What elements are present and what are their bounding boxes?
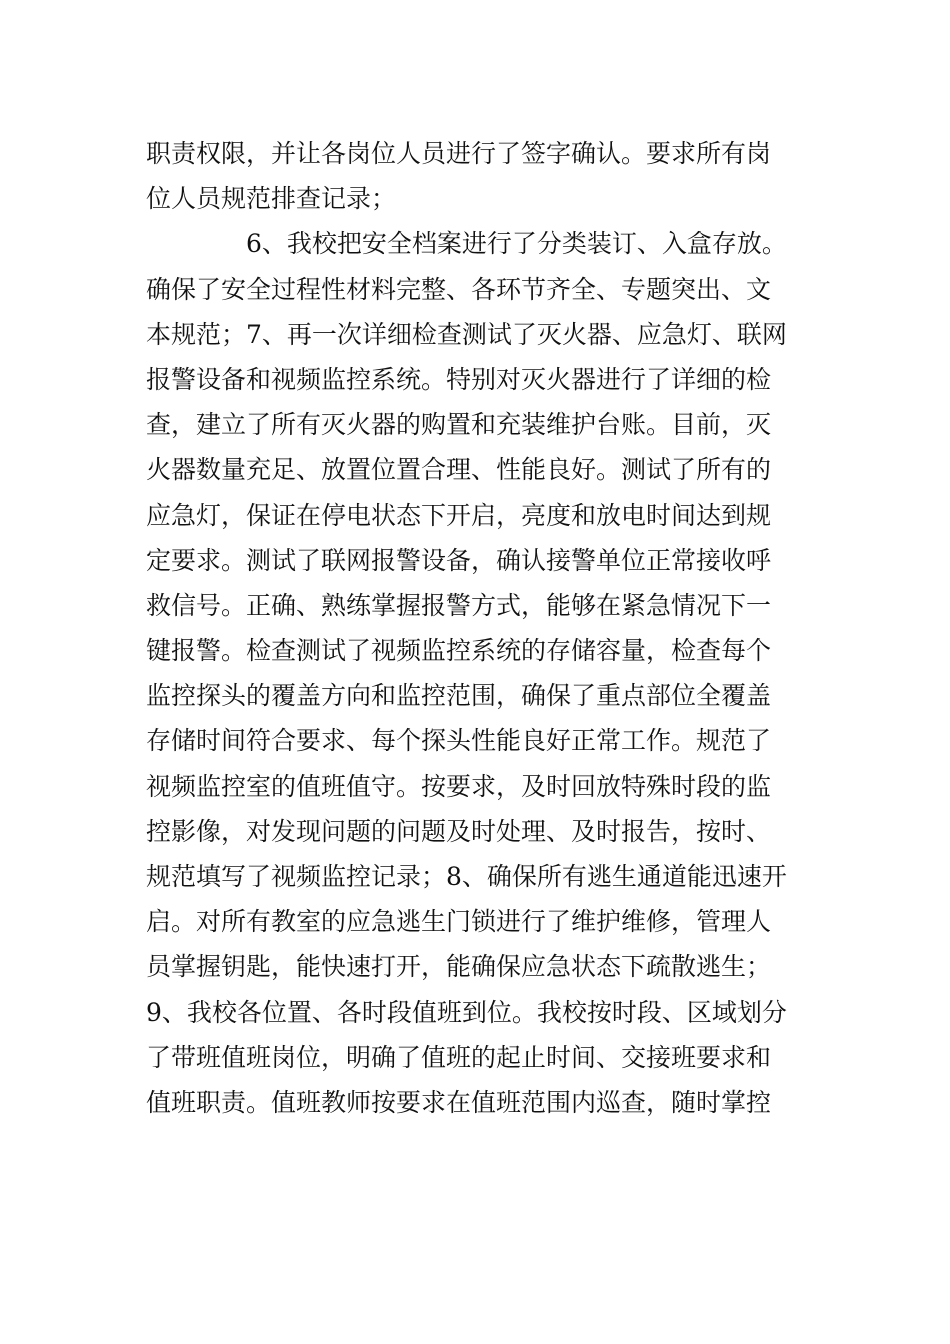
- text-line: 了带班值班岗位，明确了值班的起止时间、交接班要求和: [146, 1042, 772, 1072]
- text-line: 救信号。正确、熟练掌握报警方式，能够在紧急情况下一: [146, 590, 772, 620]
- text-line: 监控探头的覆盖方向和监控范围，确保了重点部位全覆盖: [146, 681, 772, 711]
- text-line: 6、我校把安全档案进行了分类装订、入盒存放。: [246, 229, 787, 259]
- text-line: 值班职责。值班教师按要求在值班范围内巡查，随时掌控: [146, 1087, 772, 1117]
- text-line: 职责权限，并让各岗位人员进行了签字确认。要求所有岗: [146, 139, 772, 168]
- text-line: 火器数量充足、放置位置合理、性能良好。测试了所有的: [146, 455, 772, 485]
- text-line: 视频监控室的值班值守。按要求，及时回放特殊时段的监: [146, 771, 772, 801]
- text-line: 本规范；7、再一次详细检查测试了灭火器、应急灯、联网: [146, 319, 787, 349]
- text-line: 规范填写了视频监控记录；8、确保所有逃生通道能迅速开: [146, 862, 787, 891]
- text-line: 控影像，对发现问题的问题及时处理、及时报告，按时、: [146, 816, 772, 846]
- text-line: 应急灯，保证在停电状态下开启，亮度和放电时间达到规: [146, 500, 772, 530]
- text-line: 查，建立了所有灭火器的购置和充装维护台账。目前，灭: [146, 410, 772, 440]
- text-line: 存储时间符合要求、每个探头性能良好正常工作。规范了: [146, 726, 772, 756]
- text-line: 确保了安全过程性材料完整、各环节齐全、专题突出、文: [146, 274, 772, 304]
- text-line: 报警设备和视频监控系统。特别对灭火器进行了详细的检: [146, 364, 772, 394]
- text-line: 键报警。检查测试了视频监控系统的存储容量，检查每个: [146, 636, 772, 666]
- text-line: 员掌握钥匙，能快速打开，能确保应急状态下疏散逃生；: [146, 952, 772, 982]
- text-line: 启。对所有教室的应急逃生门锁进行了维护维修，管理人: [146, 907, 772, 937]
- text-line: 9、我校各位置、各时段值班到位。我校按时段、区域划分: [146, 997, 787, 1027]
- text-line: 定要求。测试了联网报警设备，确认接警单位正常接收呼: [146, 545, 772, 575]
- text-line: 位人员规范排查记录；: [146, 184, 397, 214]
- body-text: [146, 131, 816, 1125]
